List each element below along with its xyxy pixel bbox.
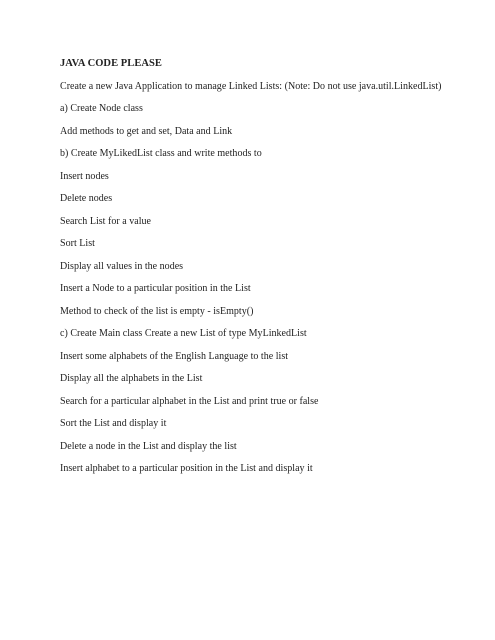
instruction-line: Display all values in the nodes [60,260,184,272]
instruction-line: Insert a Node to a particular position in the List [60,283,251,294]
instruction-line: Display all the alphabets in the List [60,373,203,384]
instruction-line: Add methods to get and set, Data and Link [60,125,233,137]
instruction-line: Search for a particular alphabet in the List and print true or false [60,395,319,407]
instruction-line: Delete a node in the List and display the list [60,440,237,452]
instruction-line: a) Create Node class [60,103,143,114]
instruction-line: Method to check of the list is empty - isEmpty() [60,305,254,317]
instruction-line: c) Create Main class Create a new List of type MyLinkedList [60,328,307,339]
instruction-line: Sort the List and display it [60,418,167,429]
document-title: JAVA CODE PLEASE [60,58,162,69]
instruction-line: Search List for a value [60,215,151,227]
instruction-line: Insert some alphabets of the English Language to the list [60,350,289,362]
instruction-line: Insert nodes [60,170,109,182]
instruction-line: Insert alphabet to a particular position in the List and display it [60,463,313,474]
instruction-line: Create a new Java Application to manage Linked Lists: (Note: Do not use java.util.LinkedList) [60,80,442,92]
instruction-line: Sort List [60,238,95,249]
instruction-line: b) Create MyLikedList class and write methods to [60,148,262,159]
instruction-list [60,80,455,485]
instruction-line: Delete nodes [60,193,113,204]
